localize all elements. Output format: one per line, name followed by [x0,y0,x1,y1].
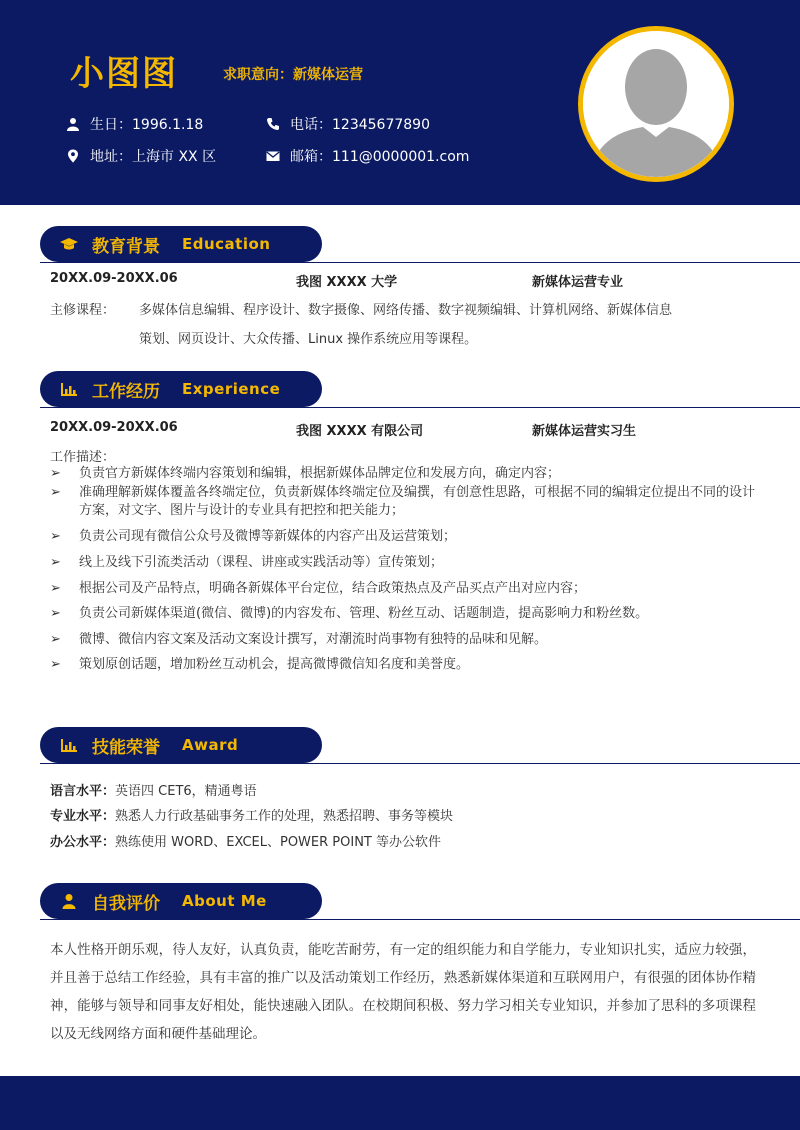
education-school: 我图 XXXX 大学 [296,275,398,290]
courses-line-2: 策划、网页设计、大众传播、Linux 操作系统应用等课程。 [139,332,478,347]
avatar [583,31,729,177]
avatar-silhouette-icon [583,31,729,177]
section-title-en: Award [182,736,239,754]
graduation-cap-icon [60,236,78,252]
person-icon [66,117,80,131]
section-divider [40,763,800,764]
section-header-education [40,226,322,262]
education-major: 新媒体运营专业 [532,275,624,290]
arrow-bullet-icon: ➢ [50,485,61,500]
list-item [50,465,760,483]
section-divider [40,407,800,408]
list-item-text: 准确理解新媒体覆盖各终端定位，负责新媒体终端定位及编撰，有创意性思路，可根据不同的编辑定位提出不同的设计方案，对文字、图片与设计的专业具有把控和把关能力； [79,485,756,518]
list-item [50,656,760,674]
arrow-bullet-icon: ➢ [50,606,61,621]
list-item-text: 策划原创话题，增加粉丝互动机会，提高微博微信知名度和美誉度。 [79,657,470,672]
candidate-name: 小图图 [70,54,178,94]
arrow-bullet-icon: ➢ [50,632,61,647]
skill-label: 专业水平： [50,809,116,824]
section-title-en: Experience [182,380,281,398]
profile-photo-frame [578,26,734,182]
job-intent: 求职意向：新媒体运营 [223,67,363,83]
courses-line-1: 多媒体信息编辑、程序设计、数字摄像、网络传播、数字视频编辑、计算机网络、新媒体信息 [139,303,673,318]
person-icon [60,893,78,909]
arrow-bullet-icon: ➢ [50,466,61,481]
address-info [66,146,216,166]
self-evaluation-text: 本人性格开朗乐观，待人友好，认真负责，能吃苦耐劳，有一定的组织能力和自学能力，专业知识扎实，适应力较强，并且善于总结工作经验，具有丰富的推广以及活动策划工作经历，熟悉新媒体渠道和互联网用户，有很强的团体协作精神，能够与领导和同事友好相处，能快速融入团队。在校期间积极、努力学习相关专业知识，并参加了思科的多项课程以及无线网络方面和硬件基础理论。 [50,942,756,1042]
phone-text: 电话：12345677890 [290,117,430,133]
section-header-award [40,727,322,763]
list-item [50,631,760,649]
education-date: 20XX.09-20XX.06 [50,271,178,286]
list-item-text: 负责公司新媒体渠道(微信、微博)的内容发布、管理、粉丝互动、话题制造，提高影响力和粉丝数。 [79,606,649,621]
arrow-bullet-icon: ➢ [50,581,61,596]
section-title-en: Education [182,235,271,253]
email-info [266,146,469,166]
list-item [50,528,760,546]
header-banner [0,0,800,205]
section-title-cn: 技能荣誉 [92,737,160,758]
skill-row-language [50,780,257,799]
birth-info [66,114,203,134]
skill-label: 语言水平： [50,784,116,799]
location-icon [66,149,80,163]
section-title-en: About Me [182,892,267,910]
list-item [50,580,760,598]
list-item-text: 微博、微信内容文案及活动文案设计撰写，对潮流时尚事物有独特的品味和见解。 [79,632,548,647]
list-item [50,484,760,520]
bar-chart-icon [60,737,78,753]
section-title-cn: 工作经历 [92,381,160,402]
list-item [50,605,760,623]
birth-text: 生日：1996.1.18 [90,117,204,133]
section-divider [40,262,800,263]
skill-row-professional [50,805,453,824]
mail-icon [266,149,280,163]
courses-label: 主修课程： [50,303,116,318]
email-text: 邮箱：111@0000001.com [290,149,470,165]
experience-company: 我图 XXXX 有限公司 [296,424,424,439]
experience-date: 20XX.09-20XX.06 [50,420,178,435]
section-header-experience [40,371,322,407]
bar-chart-icon [60,381,78,397]
phone-icon [266,117,280,131]
work-description-label: 工作描述： [50,450,116,465]
skill-value: 熟练使用 WORD、EXCEL、POWER POINT 等办公软件 [115,835,441,850]
arrow-bullet-icon: ➢ [50,529,61,544]
arrow-bullet-icon: ➢ [50,657,61,672]
list-item [50,554,760,572]
skill-value: 英语四 CET6，精通粤语 [115,784,257,799]
skill-value: 熟悉人力行政基础事务工作的处理，熟悉招聘、事务等模块 [115,809,454,824]
list-item-text: 负责官方新媒体终端内容策划和编辑，根据新媒体品牌定位和发展方向，确定内容； [79,466,561,481]
experience-position: 新媒体运营实习生 [532,424,637,439]
phone-info [266,114,430,134]
section-title-cn: 教育背景 [92,236,160,257]
address-text: 地址：上海市 XX 区 [90,149,217,165]
list-item-text: 线上及线下引流类活动（课程、讲座或实践活动等）宣传策划； [79,555,444,570]
section-divider [40,919,800,920]
arrow-bullet-icon: ➢ [50,555,61,570]
skill-label: 办公水平： [50,835,116,850]
footer-banner [0,1076,800,1130]
section-title-cn: 自我评价 [92,893,160,914]
skill-row-office [50,831,441,850]
list-item-text: 根据公司及产品特点，明确各新媒体平台定位，结合政策热点及产品买点产出对应内容； [79,581,587,596]
list-item-text: 负责公司现有微信公众号及微博等新媒体的内容产出及运营策划； [79,529,457,544]
section-header-about [40,883,322,919]
